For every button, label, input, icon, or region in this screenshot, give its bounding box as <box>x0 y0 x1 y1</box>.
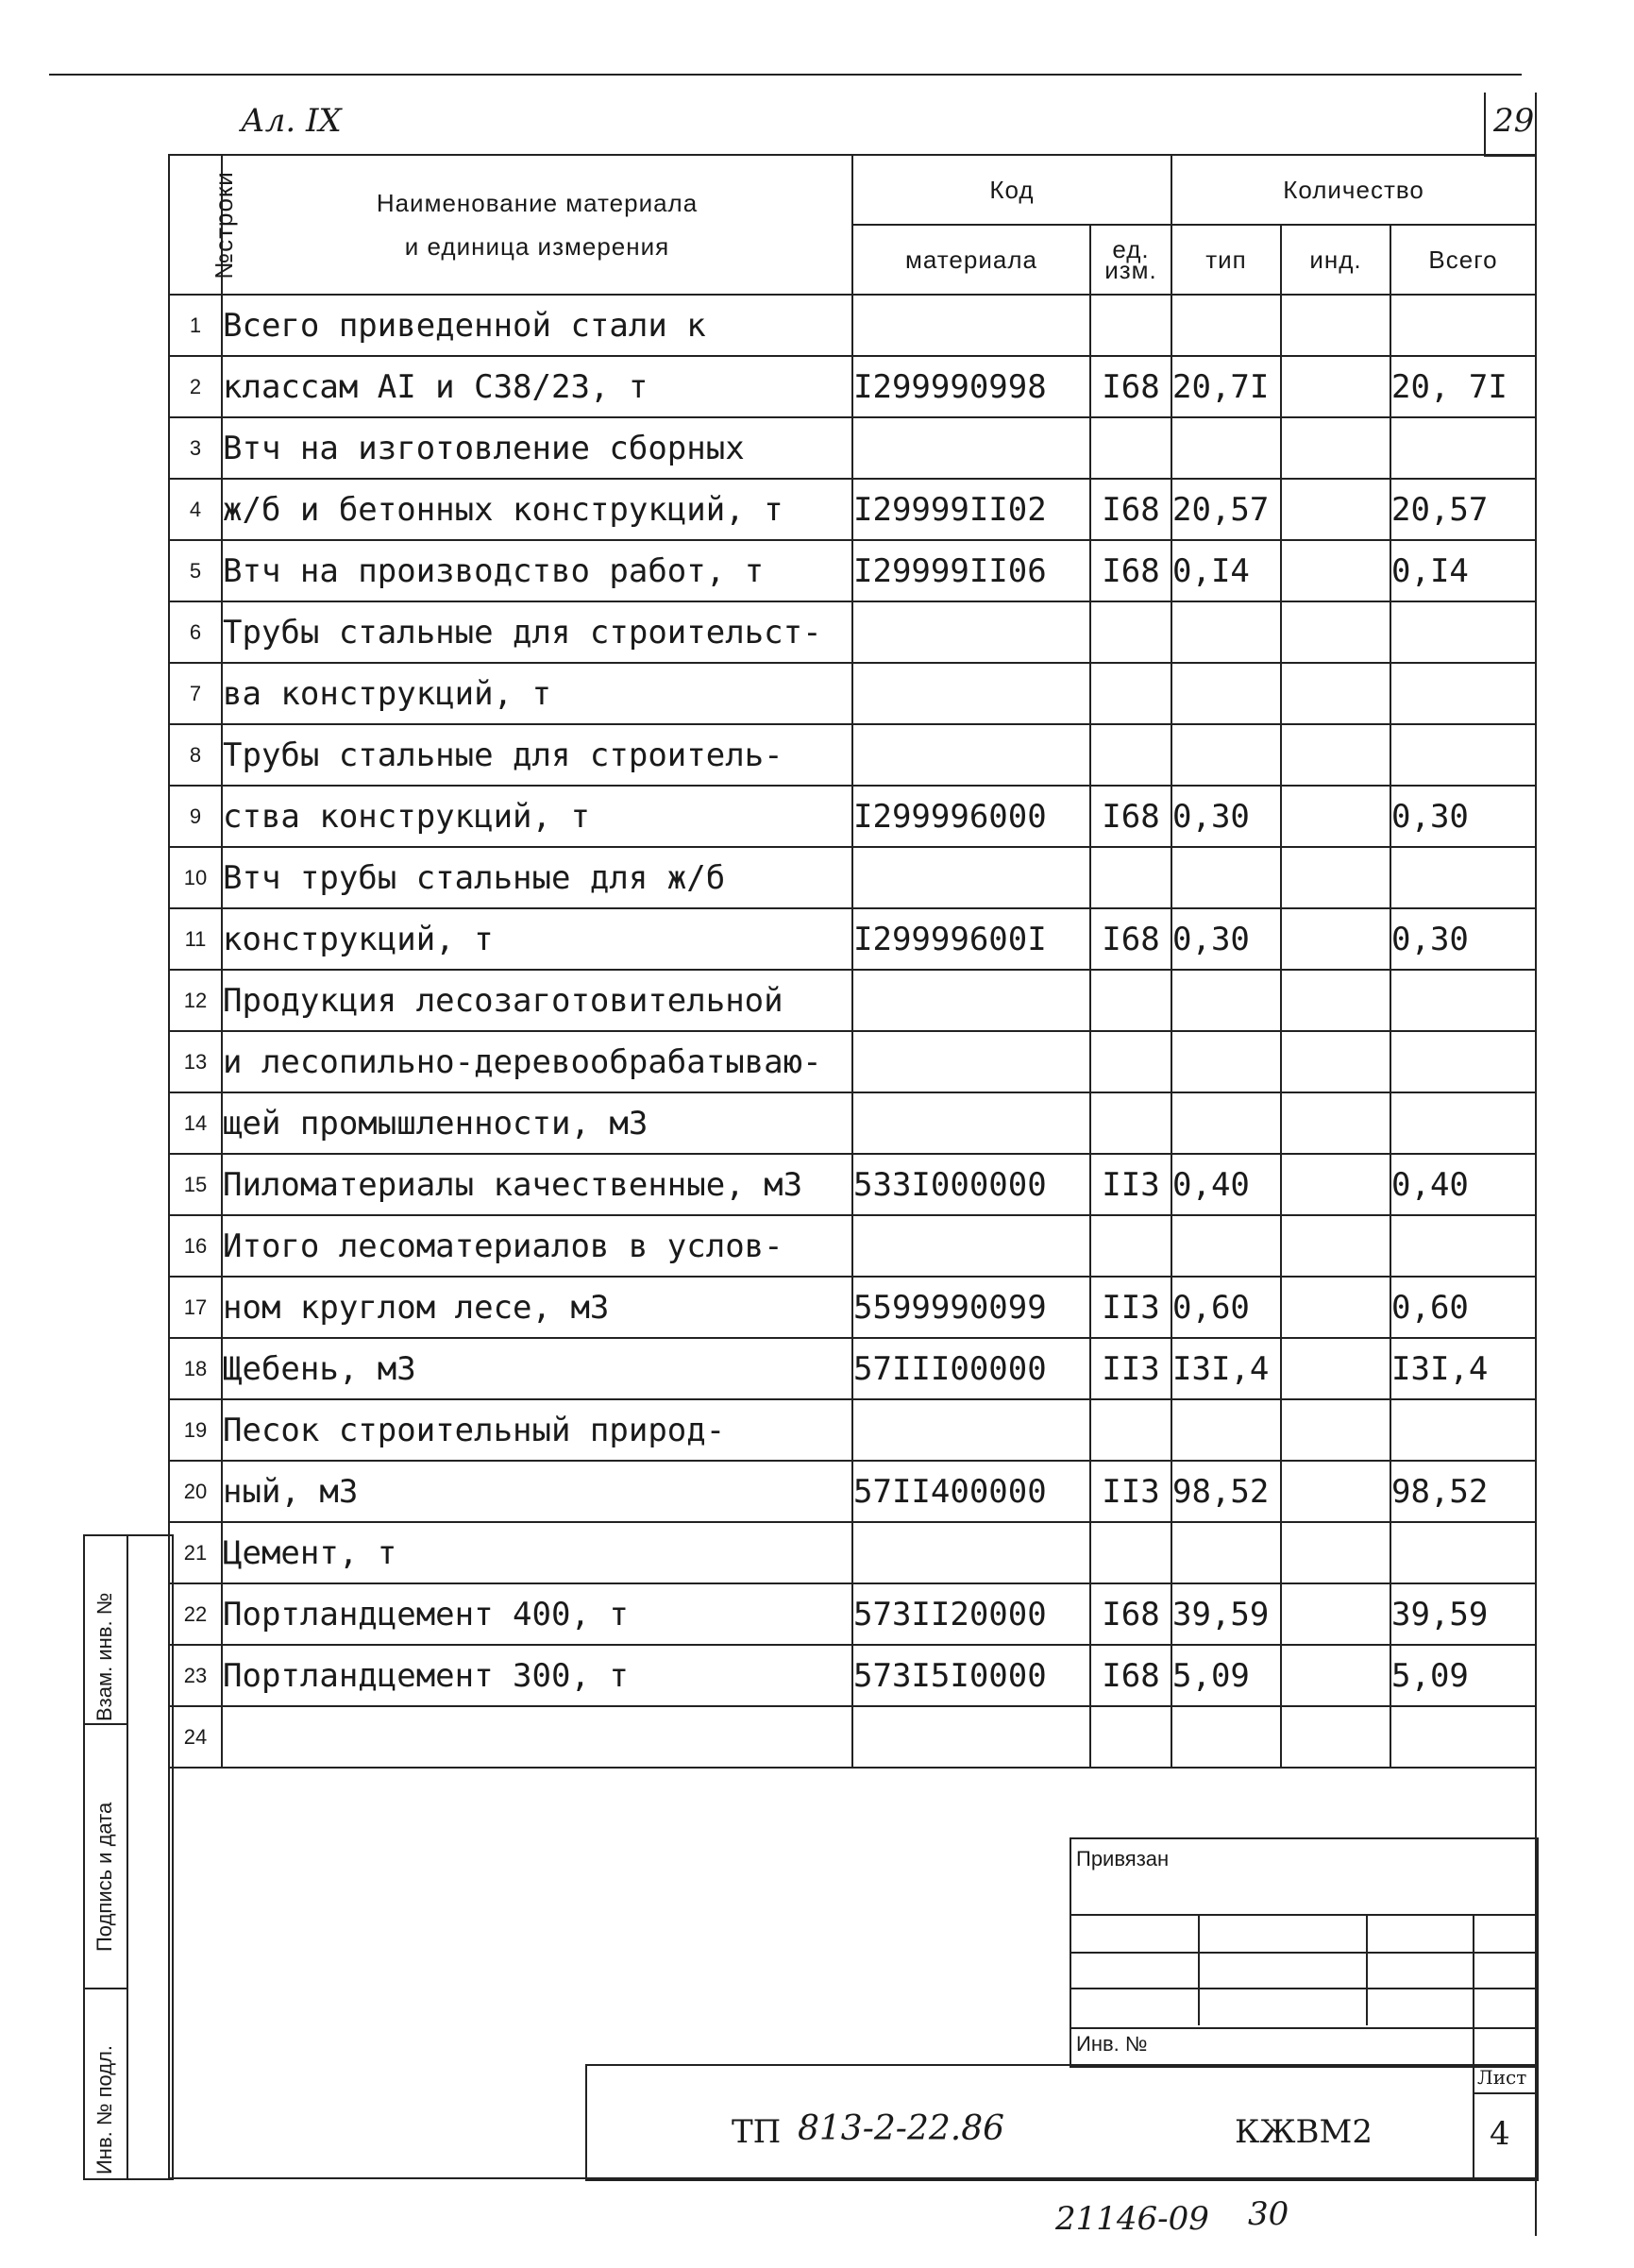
doc-mark: КЖВМ2 <box>1235 2113 1373 2151</box>
row-number: 16 <box>169 1215 222 1277</box>
album-label: Ал. IX <box>241 102 342 140</box>
table-row <box>169 847 1536 908</box>
quantity-type: 20,7I <box>1171 356 1281 417</box>
row-number: 2 <box>169 356 222 417</box>
unit-code <box>1090 417 1171 479</box>
material-name: Трубы стальные для строительст- <box>222 601 852 663</box>
unit-code <box>1090 601 1171 663</box>
quantity-total: 5,09 <box>1390 1645 1536 1706</box>
quantity-type: I3I,4 <box>1171 1338 1281 1399</box>
quantity-type: 39,59 <box>1171 1583 1281 1645</box>
material-name: Втч на производство работ, т <box>222 540 852 601</box>
binding-column <box>1198 1914 1368 2025</box>
header-row-number: №строки <box>169 155 222 295</box>
row-number: 5 <box>169 540 222 601</box>
row-number: 8 <box>169 724 222 786</box>
row-number: 18 <box>169 1338 222 1399</box>
row-number: 12 <box>169 970 222 1031</box>
material-code <box>852 1092 1090 1154</box>
material-name: ж/б и бетонных конструкций, т <box>222 479 852 540</box>
row-number: 23 <box>169 1645 222 1706</box>
row-number: 17 <box>169 1277 222 1338</box>
row-number: 20 <box>169 1461 222 1522</box>
quantity-ind <box>1281 1645 1390 1706</box>
unit-code <box>1090 970 1171 1031</box>
material-code <box>852 663 1090 724</box>
list-label: Лист <box>1477 2066 1527 2089</box>
top-border-line <box>49 74 1522 76</box>
material-name: Продукция лесозаготовительной <box>222 970 852 1031</box>
quantity-ind <box>1281 970 1390 1031</box>
quantity-type: 5,09 <box>1171 1645 1281 1706</box>
table-row <box>169 417 1536 479</box>
material-code <box>852 295 1090 356</box>
material-name: Всего приведенной стали к <box>222 295 852 356</box>
header-qty-total: Всего <box>1390 225 1536 295</box>
quantity-total: 0,30 <box>1390 786 1536 847</box>
side-inv-label: Инв. № подл. <box>93 2044 116 2175</box>
material-name: щей промышленности, м3 <box>222 1092 852 1154</box>
material-code: 573I5I0000 <box>852 1645 1090 1706</box>
quantity-type <box>1171 1522 1281 1583</box>
table-row <box>169 786 1536 847</box>
quantity-type <box>1171 601 1281 663</box>
quantity-total <box>1390 847 1536 908</box>
quantity-ind <box>1281 908 1390 970</box>
quantity-type: 0,40 <box>1171 1154 1281 1215</box>
table-row <box>169 479 1536 540</box>
material-code: I29999600I <box>852 908 1090 970</box>
material-name: Пиломатериалы качественные, м3 <box>222 1154 852 1215</box>
row-number: 13 <box>169 1031 222 1092</box>
material-code: 57III00000 <box>852 1338 1090 1399</box>
table-row <box>169 1338 1536 1399</box>
quantity-ind <box>1281 1522 1390 1583</box>
material-name: ном круглом лесе, м3 <box>222 1277 852 1338</box>
header-qty-type: тип <box>1171 225 1281 295</box>
side-vzam-label: Взам. инв. № <box>93 1592 116 1721</box>
quantity-total: 20,57 <box>1390 479 1536 540</box>
unit-code <box>1090 1522 1171 1583</box>
table-row <box>169 295 1536 356</box>
table-row <box>169 1583 1536 1645</box>
table-body <box>169 295 1536 1768</box>
quantity-total: 20, 7I <box>1390 356 1536 417</box>
unit-code <box>1090 1092 1171 1154</box>
quantity-ind <box>1281 479 1390 540</box>
table-row <box>169 601 1536 663</box>
header-code: Код <box>852 155 1171 225</box>
row-number: 6 <box>169 601 222 663</box>
row-number: 15 <box>169 1154 222 1215</box>
quantity-ind <box>1281 1461 1390 1522</box>
page-number: 30 <box>1248 2195 1289 2233</box>
header-name <box>222 155 852 295</box>
quantity-type <box>1171 970 1281 1031</box>
sheet-number: 29 <box>1493 102 1535 140</box>
unit-code: I68 <box>1090 786 1171 847</box>
title-block <box>585 2064 1539 2181</box>
table-row <box>169 663 1536 724</box>
quantity-ind <box>1281 1583 1390 1645</box>
quantity-ind <box>1281 786 1390 847</box>
table-row <box>169 1092 1536 1154</box>
table-row <box>169 1399 1536 1461</box>
material-code <box>852 970 1090 1031</box>
row-number: 7 <box>169 663 222 724</box>
material-name: Щебень, м3 <box>222 1338 852 1399</box>
quantity-total <box>1390 417 1536 479</box>
quantity-ind <box>1281 1031 1390 1092</box>
material-code: I29999II02 <box>852 479 1090 540</box>
quantity-total: I3I,4 <box>1390 1338 1536 1399</box>
material-code: 573II20000 <box>852 1583 1090 1645</box>
archive-number: 21146-09 <box>1055 2200 1209 2238</box>
unit-code: I68 <box>1090 356 1171 417</box>
unit-code <box>1090 295 1171 356</box>
material-code: 5599990099 <box>852 1277 1090 1338</box>
unit-code: I68 <box>1090 1583 1171 1645</box>
unit-code: II3 <box>1090 1338 1171 1399</box>
quantity-ind <box>1281 1215 1390 1277</box>
list-value: 4 <box>1490 2115 1510 2153</box>
table-row <box>169 1277 1536 1338</box>
quantity-ind <box>1281 1092 1390 1154</box>
material-name: классам АI и С38/23, т <box>222 356 852 417</box>
quantity-type: 20,57 <box>1171 479 1281 540</box>
quantity-total <box>1390 1399 1536 1461</box>
side-signature-label: Подпись и дата <box>93 1802 116 1952</box>
material-code <box>852 601 1090 663</box>
quantity-type: 0,30 <box>1171 908 1281 970</box>
row-number: 14 <box>169 1092 222 1154</box>
quantity-total <box>1390 663 1536 724</box>
quantity-total: 0,40 <box>1390 1154 1536 1215</box>
unit-code: II3 <box>1090 1461 1171 1522</box>
unit-code <box>1090 847 1171 908</box>
quantity-ind <box>1281 1399 1390 1461</box>
unit-code <box>1090 1399 1171 1461</box>
quantity-total: 0,I4 <box>1390 540 1536 601</box>
quantity-total: 39,59 <box>1390 1583 1536 1645</box>
material-name: конструкций, т <box>222 908 852 970</box>
table-row <box>169 540 1536 601</box>
table-row <box>169 1461 1536 1522</box>
binding-label: Привязан <box>1076 1847 1170 1870</box>
quantity-ind <box>1281 724 1390 786</box>
quantity-total <box>1390 1092 1536 1154</box>
quantity-ind <box>1281 847 1390 908</box>
quantity-total <box>1390 970 1536 1031</box>
binding-column <box>1473 1914 1537 2064</box>
quantity-total <box>1390 601 1536 663</box>
quantity-total: 0,60 <box>1390 1277 1536 1338</box>
header-qty-ind: инд. <box>1281 225 1390 295</box>
table-row <box>169 1154 1536 1215</box>
header-name-line1: Наименование материала <box>376 189 699 217</box>
table-row <box>169 356 1536 417</box>
material-name: Песок строительный природ- <box>222 1399 852 1461</box>
material-code <box>852 417 1090 479</box>
unit-code <box>1090 663 1171 724</box>
quantity-type: 98,52 <box>1171 1461 1281 1522</box>
side-separator <box>85 1723 126 1725</box>
unit-code <box>1090 1215 1171 1277</box>
inventory-label: Инв. № <box>1076 2032 1148 2056</box>
quantity-ind <box>1281 663 1390 724</box>
unit-code: I68 <box>1090 540 1171 601</box>
material-name: Итого лесоматериалов в услов- <box>222 1215 852 1277</box>
table-row <box>169 1215 1536 1277</box>
quantity-type <box>1171 724 1281 786</box>
unit-code <box>1090 724 1171 786</box>
material-code <box>852 847 1090 908</box>
material-code: I299996000 <box>852 786 1090 847</box>
quantity-ind <box>1281 1154 1390 1215</box>
table-row <box>169 970 1536 1031</box>
header-quantity: Количество <box>1171 155 1536 225</box>
row-number: 10 <box>169 847 222 908</box>
quantity-ind <box>1281 601 1390 663</box>
unit-code: I68 <box>1090 1645 1171 1706</box>
row-number: 21 <box>169 1522 222 1583</box>
material-code <box>852 1215 1090 1277</box>
material-name: Портландцемент 400, т <box>222 1583 852 1645</box>
material-name: ства конструкций, т <box>222 786 852 847</box>
row-number: 11 <box>169 908 222 970</box>
quantity-type: 0,30 <box>1171 786 1281 847</box>
row-number: 9 <box>169 786 222 847</box>
row-number: 22 <box>169 1583 222 1645</box>
unit-code: II3 <box>1090 1154 1171 1215</box>
material-code <box>852 724 1090 786</box>
quantity-ind <box>1281 1277 1390 1338</box>
header-code-material: материала <box>852 225 1090 295</box>
doc-number: 813-2-22.86 <box>798 2109 1005 2148</box>
quantity-total: 98,52 <box>1390 1461 1536 1522</box>
material-code <box>852 1522 1090 1583</box>
row-number: 1 <box>169 295 222 356</box>
unit-code: I68 <box>1090 908 1171 970</box>
quantity-total <box>1390 1215 1536 1277</box>
quantity-type <box>1171 847 1281 908</box>
side-approval-strip <box>83 1534 174 2180</box>
unit-code: I68 <box>1090 479 1171 540</box>
material-name: ный, м3 <box>222 1461 852 1522</box>
material-code: 57II400000 <box>852 1461 1090 1522</box>
material-name: Трубы стальные для строитель- <box>222 724 852 786</box>
quantity-type <box>1171 1031 1281 1092</box>
table-row <box>169 1031 1536 1092</box>
table-row <box>169 1645 1536 1706</box>
material-code <box>852 1399 1090 1461</box>
material-name: и лесопильно-деревообрабатываю- <box>222 1031 852 1092</box>
quantity-total <box>1390 724 1536 786</box>
row-number: 3 <box>169 417 222 479</box>
material-name: Втч на изготовление сборных <box>222 417 852 479</box>
quantity-type <box>1171 1215 1281 1277</box>
quantity-ind <box>1281 1338 1390 1399</box>
quantity-type <box>1171 417 1281 479</box>
quantity-type: 0,I4 <box>1171 540 1281 601</box>
quantity-total <box>1390 295 1536 356</box>
material-code: 533I000000 <box>852 1154 1090 1215</box>
material-name: Втч трубы стальные для ж/б <box>222 847 852 908</box>
unit-code <box>1090 1031 1171 1092</box>
material-code: I299990998 <box>852 356 1090 417</box>
quantity-total: 0,30 <box>1390 908 1536 970</box>
material-name: ва конструкций, т <box>222 663 852 724</box>
quantity-total <box>1390 1522 1536 1583</box>
table-row <box>169 1522 1536 1583</box>
side-separator <box>85 1988 126 1989</box>
material-code <box>852 1031 1090 1092</box>
row-number: 4 <box>169 479 222 540</box>
materials-table <box>168 154 1537 1769</box>
header-name-line2: и единица измерения <box>404 232 670 261</box>
quantity-total <box>1390 1031 1536 1092</box>
quantity-type <box>1171 663 1281 724</box>
quantity-ind <box>1281 417 1390 479</box>
quantity-ind <box>1281 540 1390 601</box>
header-code-unit: ед. изм. <box>1090 225 1171 295</box>
table-row <box>169 908 1536 970</box>
quantity-type <box>1171 1092 1281 1154</box>
quantity-ind <box>1281 356 1390 417</box>
row-number: 24 <box>169 1706 222 1768</box>
material-code: I29999II06 <box>852 540 1090 601</box>
doc-prefix: ТП <box>732 2113 782 2151</box>
quantity-type <box>1171 1399 1281 1461</box>
material-name: Портландцемент 300, т <box>222 1645 852 1706</box>
unit-code: II3 <box>1090 1277 1171 1338</box>
material-name: Цемент, т <box>222 1522 852 1583</box>
quantity-type <box>1171 295 1281 356</box>
table-row <box>169 724 1536 786</box>
quantity-type: 0,60 <box>1171 1277 1281 1338</box>
row-number: 19 <box>169 1399 222 1461</box>
quantity-ind <box>1281 295 1390 356</box>
